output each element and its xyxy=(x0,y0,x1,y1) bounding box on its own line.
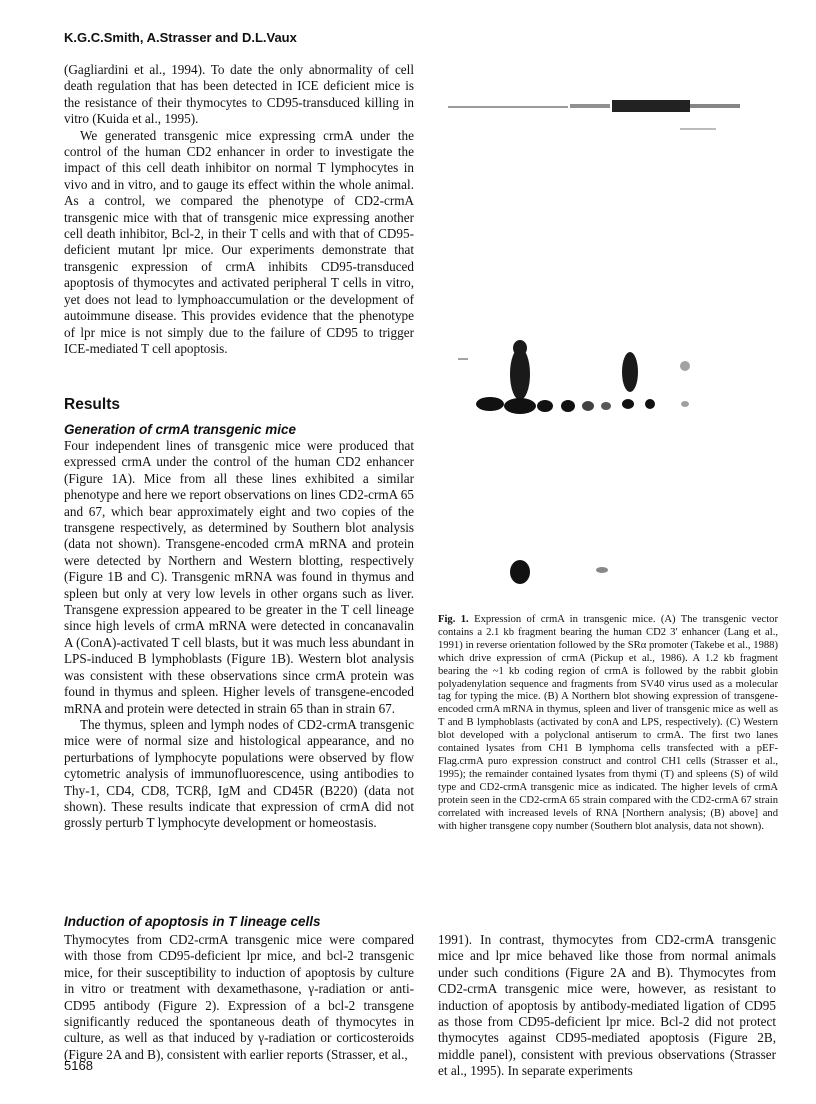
blot-bottom-band xyxy=(510,560,608,584)
intro-text xyxy=(64,62,414,357)
right-column-paragraph: 1991). In contrast, thymocytes from CD2-crmA transgenic mice and lpr mice behaved like those from normal animals under such conditions (Figure 2A and B). Thymocytes from CD2-crmA transgenic mice were, however, as resistant to induction of apoptosis by antibody-mediated ligation of CD95 as those from CD95-deficient lpr mice. Bcl-2 did not protect thymocytes against CD95-mediated apoptosis (Figure 2B, middle panel), consistent with previous observations (Strasser et al., 1995). In separate experiments xyxy=(438,932,776,1079)
results-text-2 xyxy=(64,932,414,1063)
results-paragraph-1: Four independent lines of transgenic mice were produced that expressed crmA under the control of the human CD2 enhancer (Figure 1A). Mice from all these lines exhibited a similar phenotype and here we report observations on lines CD2-crmA 65 and 67, which bear approximately eight and two copies of the transgene respectively, as determined by Southern blot analysis (data not shown). Transgene-encoded crmA mRNA and protein were detected by Northern and Western blotting, respectively (Figure 1B and C). Transgenic mRNA was found in thymus and spleen but only at very low levels in other organs such as liver. Transgene expression appeared to be greater in the T cell lineage since high levels of crmA mRNA were detected in concanavalin A (ConA)-activated T cell blasts, but it was much less abundant in LPS-induced B lymphoblasts (Figure 1B). Western blot analysis was consistent with these observations since crmA protein was found in thymus and spleen. Higher levels of transgene-encoded mRNA and protein were detected in strain 65 than in strain 67. xyxy=(64,438,414,716)
caption-text: Expression of crmA in transgenic mice. (A) The transgenic vector contains a 2.1 kb fragment bearing the human CD2 3′ enhancer (Lang et al., 1991) in reverse orientation followed by the SRα promoter (Takebe et al., 1988) which drive expression of crmA (Pickup et al., 1986). A 1.2 kb fragment bearing the ~1 kb coding region of crmA is followed by the rabbit globin polyadenylation sequence and fragments from SV40 virus used as a molecular tag for typing the mice. (B) A Northern blot showing expression of transgene-encoded crmA mRNA in thymus, spleen and liver of transgenic mice as well as T and B lymphoblasts (activated by conA and LPS, respectively). (C) Western blot developed with a polyclonal antiserum to crmA. The first two lanes contained lysates from CH1 B lymphoma cells transfected with a pEF-Flag.crmA puro expression construct and control CH1 cells (Strasser et al., 1995); the remainder contained lysates from thymi (T) and spleens (S) of wild type and CD2-crmA transgenic mice as indicated. The higher levels of crmA protein seen in the CD2-crmA 65 strain compared with the CD2-crmA 67 strain correlated with increased levels of RNA [Northern analysis; (B) above] and with higher transgene copy number (Southern blot analysis, data not shown). xyxy=(438,614,778,832)
page-number: 5168 xyxy=(64,1058,93,1073)
caption-label: Fig. 1. xyxy=(438,614,469,625)
blot-mid-band xyxy=(458,340,690,400)
figure-1-caption xyxy=(438,614,778,833)
blot-top-band xyxy=(448,100,740,130)
blot-lower-band xyxy=(476,397,689,414)
results-paragraph-3: Thymocytes from CD2-crmA transgenic mice were compared with those from CD95-deficient lpr mice, and bcl-2 transgenic mice, for their susceptibility to induction of apoptosis by culture in vitro or treatment with dexamethasone, γ-radiation or anti-CD95 antibody (Figure 2). Expression of a bcl-2 transgene significantly reduced the spontaneous death of thymocytes in culture, as well as that induced by γ-radiation or corticosteroids (Figure 2A and B), consistent with earlier reports (Strasser, et al., xyxy=(64,932,414,1062)
intro-paragraph-2: We generated transgenic mice expressing crmA under the control of the human CD2 enhancer in order to investigate the impact of this cell death inhibitor on normal T lymphocytes in vivo and in vitro, and to gauge its effect within the whole animal. As a control, we compared the phenotype of CD2-crmA transgenic mice with that of transgenic mice expressing another cell death inhibitor, Bcl-2, in their T cells and with that of CD95-deficient mutant lpr mice. Our experiments demonstrate that transgenic expression of crmA inhibits CD95-transduced apoptosis of thymocytes and activated peripheral T cells in vitro, yet does not lead to lymphoaccumulation or the development of autoimmune disease. This provides evidence that the phenotype of lpr mice is not simply due to the failure of CD95 to trigger ICE-mediated T cell apoptosis. xyxy=(64,127,414,356)
results-paragraph-2: The thymus, spleen and lymph nodes of CD2-crmA transgenic mice were of normal size and histological appearance, and no perturbations of lymphocyte populations were observed by flow cytometric analysis of immunofluorescence, using antibodies to Thy-1, CD4, CD8, TCRβ, IgM and CD45R (B220) (data not shown). These results indicate that expression of crmA did not grossly perturb T lymphocyte development or homeostasis. xyxy=(64,716,414,831)
subheading-apoptosis: Induction of apoptosis in T lineage cells xyxy=(64,914,321,929)
results-text-1 xyxy=(64,438,414,832)
right-column-text xyxy=(438,932,776,1080)
figure-1-blot-image xyxy=(440,88,780,608)
intro-paragraph-1: (Gagliardini et al., 1994). To date the only abnormality of cell death regulation that has been detected in ICE deficient mice is the resistance of their thymocytes to CD95-transduced killing in vitro (Kuida et al., 1995). xyxy=(64,62,414,127)
results-heading: Results xyxy=(64,396,120,413)
subheading-generation: Generation of crmA transgenic mice xyxy=(64,422,297,437)
running-head: K.G.C.Smith, A.Strasser and D.L.Vaux xyxy=(64,30,297,45)
